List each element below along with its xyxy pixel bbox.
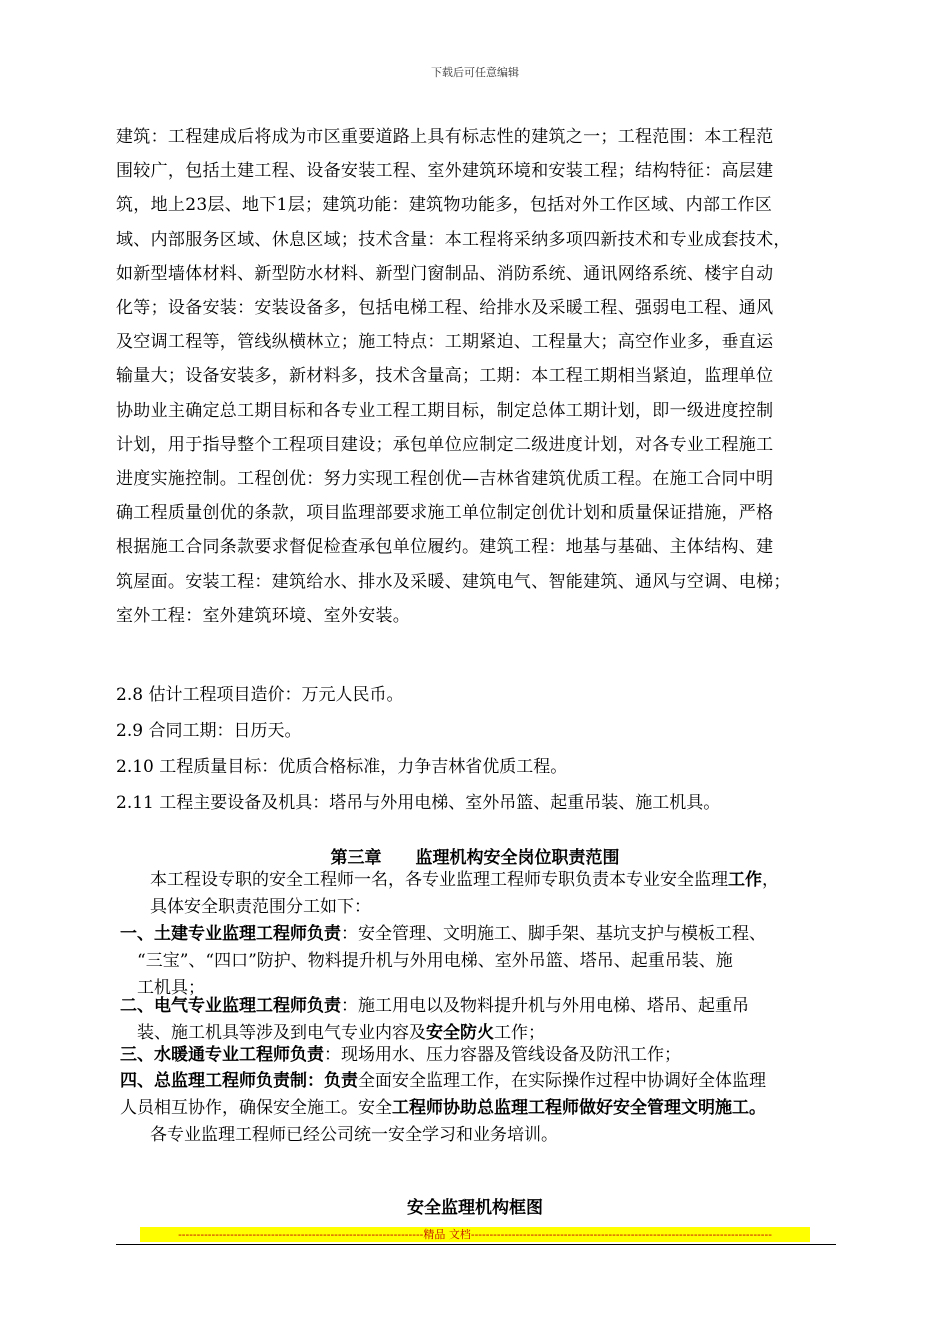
page-header: 下载后可任意编辑 <box>431 66 519 79</box>
duty-electrical: 二、电气专业监理工程师负责：施工用电以及物料提升机与外用电梯、塔吊、起重吊 装、施工机具等涉及到电气专业内容及安全防火工作； <box>120 996 749 1043</box>
paragraph-line: 筑屋面。安装工程：建筑给水、排水及采暖、建筑电气、智能建筑、通风与空调、电梯； <box>116 571 791 592</box>
paragraph-line: 筑，地上23层、地下1层；建筑功能：建筑物功能多，包括对外工作区域、内部工作区 <box>116 195 773 216</box>
item-2-8: 2.8 估计工程项目造价：万元人民币。 <box>116 685 404 705</box>
duty-civil-heading: 一、土建专业监理工程师负责 <box>120 924 341 944</box>
paragraph-line: 室外工程：室外建筑环境、室外安装。 <box>116 605 411 626</box>
paragraph-line: 协助业主确定总工期目标和各专业工程工期目标，制定总体工期计划，即一级进度控制 <box>116 400 774 421</box>
chapter-number: 第三章 <box>330 848 382 868</box>
paragraph-line: 输量大；设备安装多，新材料多，技术含量高；工期：本工程工期相当紧迫，监理单位 <box>116 366 774 387</box>
numbered-items <box>116 677 844 821</box>
intro-block: 本工程设专职的安全工程师一名，各专业监理工程师专职负责本专业安全监理工作， 具体安全职责范围分工如下： <box>116 867 861 921</box>
diagram-title: 安全监理机构框图 <box>407 1198 543 1218</box>
paragraph-line: 根据施工合同条款要求督促检查承包单位履约。建筑工程：地基与基础、主体结构、建 <box>116 537 774 558</box>
paragraph-line: 及空调工程等，管线纵横林立；施工特点：工期紧迫、工程量大；高空作业多，垂直运 <box>116 332 774 353</box>
chapter-heading <box>0 843 950 868</box>
intro-line-2: 具体安全职责范围分工如下： <box>150 897 371 917</box>
paragraph-line: 如新型墙体材料、新型防水材料、新型门窗制品、消防系统、通讯网络系统、楼宇自动 <box>116 263 774 284</box>
duty-chief-heading: 四、总监理工程师负责制：负责 <box>120 1071 358 1091</box>
paragraph-line: 域、内部服务区域、休息区域；技术含量：本工程将采纳多项四新技术和专业成套技术， <box>116 229 791 250</box>
intro-text: 本工程设专职的安全工程师一名，各专业监理工程师专职负责本专业安全监理 <box>150 870 728 890</box>
closing-line: 各专业监理工程师已经公司统一安全学习和业务培训。 <box>150 1125 558 1145</box>
paragraph-line: 确工程质量创优的条款，项目监理部要求施工单位制定创优计划和质量保证措施，严格 <box>116 503 774 524</box>
item-2-10: 2.10 工程质量目标：优质合格标准，力争吉林省优质工程。 <box>116 757 568 777</box>
chapter-title: 监理机构安全岗位职责范围 <box>415 848 620 868</box>
paragraph-line: 化等；设备安装：安装设备多，包括电梯工程、给排水及采暖工程、强弱电工程、通风 <box>116 298 774 319</box>
paragraph-line: 进度实施控制。工程创优：努力实现工程创优—吉林省建筑优质工程。在施工合同中明 <box>116 469 774 490</box>
paragraph-line: 计划，用于指导整个工程项目建设；承包单位应制定二级进度计划，对各专业工程施工 <box>116 434 774 455</box>
item-2-9: 2.9 合同工期：日历天。 <box>116 721 302 741</box>
duty-hvac: 三、水暖通专业工程师负责：现场用水、压力容器及管线设备及防汛工作； <box>120 1045 681 1065</box>
duty-chief: 四、总监理工程师负责制：负责全面安全监理工作，在实际操作过程中协调好全体监理 人员相互协作，确保安全施工。安全工程师协助总监理工程师做好安全管理文明施工。 <box>120 1071 766 1118</box>
footer-rule <box>116 1244 836 1245</box>
duty-electrical-heading: 二、电气专业监理工程师负责 <box>120 996 341 1016</box>
duty-hvac-heading: 三、水暖通专业工程师负责 <box>120 1045 324 1065</box>
item-2-11: 2.11 工程主要设备及机具：塔吊与外用电梯、室外吊篮、起重吊装、施工机具。 <box>116 793 721 813</box>
paragraph-line: 建筑：工程建成后将成为市区重要道路上具有标志性的建筑之一；工程范围：本工程范 <box>116 127 774 147</box>
footer-watermark-bar: ------------------------------------------------------------------精品 文档--------------------------------------------------------------------------------- <box>140 1227 810 1242</box>
duty-civil: 一、土建专业监理工程师负责：安全管理、文明施工、脚手架、基坑支护与模板工程、 “三宝”、“四口”防护、物料提升机与外用电梯、室外吊篮、塔吊、起重吊装、施 工机具； <box>120 924 766 998</box>
paragraph-line: 围较广，包括土建工程、设备安装工程、室外建筑环境和安装工程；结构特征：高层建 <box>116 161 774 182</box>
intro-bold: 工作 <box>728 870 762 890</box>
project-description-paragraph <box>116 120 844 633</box>
